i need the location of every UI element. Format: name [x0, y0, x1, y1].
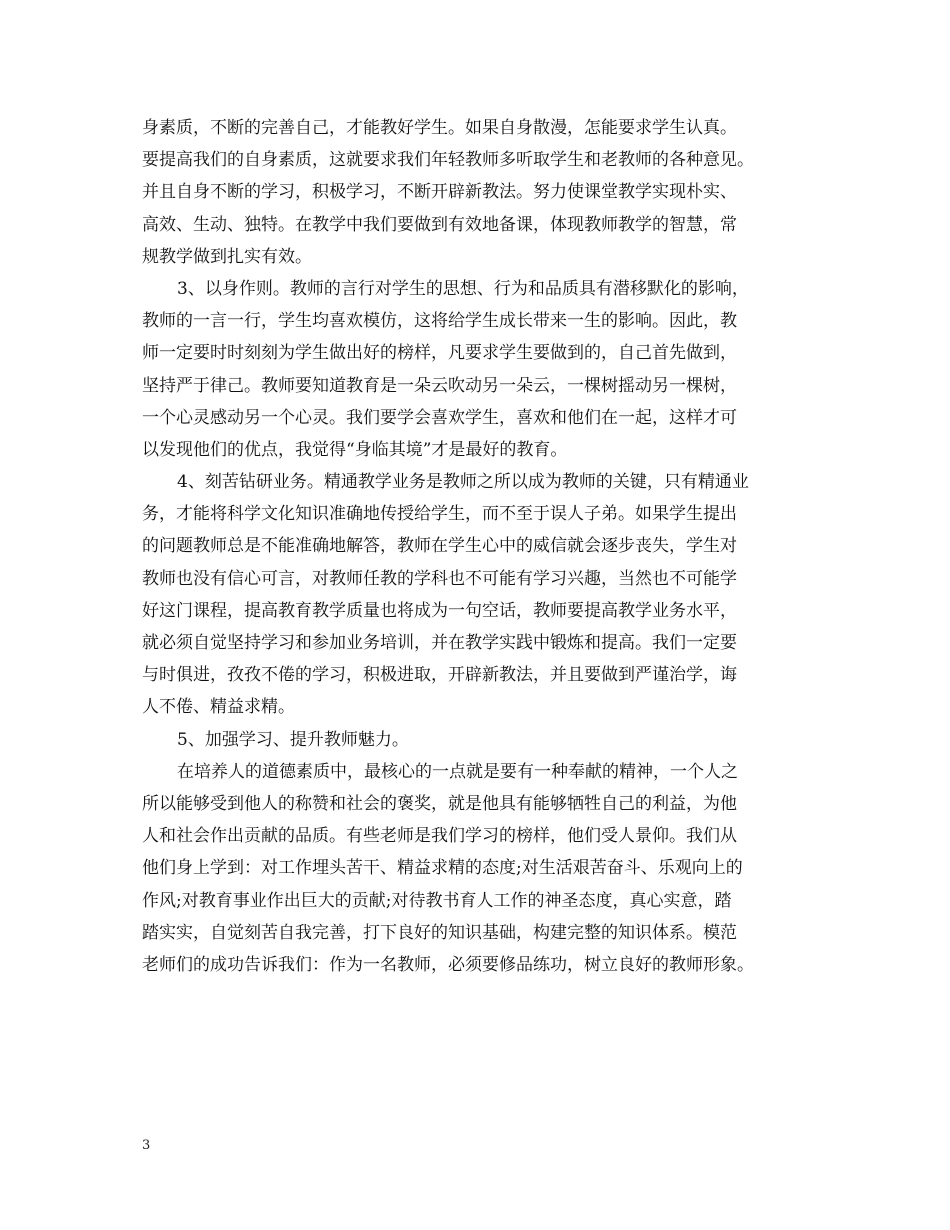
text-line: 坚持严于律己。教师要知道教育是一朵云吹动另一朵云，一棵树摇动另一棵树，	[142, 375, 737, 396]
text-line: 3、以身作则。教师的言行对学生的思想、行为和品质具有潜移默化的影响，	[177, 278, 749, 299]
text-line: 在培养人的道德素质中，最核心的一点就是要有一种奉献的精神，一个人之	[177, 761, 738, 782]
text-line: 老师们的成功告诉我们：作为一名教师，必须要修品练功，树立良好的教师形象。	[142, 954, 754, 975]
text-line: 的问题教师总是不能准确地解答，教师在学生心中的威信就会逐步丧失，学生对	[142, 536, 737, 557]
text-line: 5、加强学习、提升教师魅力。	[177, 729, 409, 750]
text-line: 人和社会作出贡献的品质。有些老师是我们学习的榜样，他们受人景仰。我们从	[142, 826, 737, 847]
text-line: 他们身上学到：对工作埋头苦干、精益求精的态度;对生活艰苦奋斗、乐观向上的	[142, 858, 743, 879]
text-line: 好这门课程，提高教育教学质量也将成为一句空话，教师要提高教学业务水平，	[142, 600, 737, 621]
text-line: 规教学做到扎实有效。	[142, 246, 312, 267]
body-text	[142, 112, 830, 981]
text-line: 踏实实，自觉刻苦自我完善，打下良好的知识基础，构建完整的知识体系。模范	[142, 922, 737, 943]
text-line: 要提高我们的自身素质，这就要求我们年轻教师多听取学生和老教师的各种意见。	[142, 150, 754, 171]
text-line: 人不倦、精益求精。	[142, 697, 295, 718]
text-line: 作风;对教育事业作出巨大的贡献;对待教书育人工作的神圣态度，真心实意，踏	[142, 890, 732, 911]
text-line: 以发现他们的优点，我觉得“身临其境”才是最好的教育。	[142, 439, 568, 460]
text-line: 一个心灵感动另一个心灵。我们要学会喜欢学生，喜欢和他们在一起，这样才可	[142, 407, 737, 428]
text-line: 就必须自觉坚持学习和参加业务培训，并在教学实践中锻炼和提高。我们一定要	[142, 633, 737, 653]
text-line: 所以能够受到他人的称赞和社会的褒奖，就是他具有能够牺牲自己的利益，为他	[142, 793, 737, 814]
text-line: 与时俱进，孜孜不倦的学习，积极进取，开辟新教法，并且要做到严谨治学，诲	[142, 665, 737, 686]
text-line: 务，才能将科学文化知识准确地传授给学生，而不至于误人子弟。如果学生提出	[142, 504, 737, 525]
text-line: 身素质，不断的完善自己，才能教好学生。如果自身散漫，怎能要求学生认真。	[142, 118, 737, 138]
page-number: 3	[142, 1138, 151, 1153]
text-line: 师一定要时时刻刻为学生做出好的榜样，凡要求学生要做到的，自己首先做到，	[142, 343, 737, 364]
text-line: 并且自身不断的学习，积极学习，不断开辟新教法。努力使课堂教学实现朴实、	[142, 182, 737, 203]
text-line: 高效、生动、独特。在教学中我们要做到有效地备课，体现教师教学的智慧，常	[142, 214, 737, 235]
text-line: 4、刻苦钻研业务。精通教学业务是教师之所以成为教师的关键，只有精通业	[177, 472, 749, 493]
text-line: 教师也没有信心可言，对教师任教的学科也不可能有学习兴趣，当然也不可能学	[142, 568, 737, 589]
text-line: 教师的一言一行，学生均喜欢模仿，这将给学生成长带来一生的影响。因此，教	[142, 311, 737, 332]
